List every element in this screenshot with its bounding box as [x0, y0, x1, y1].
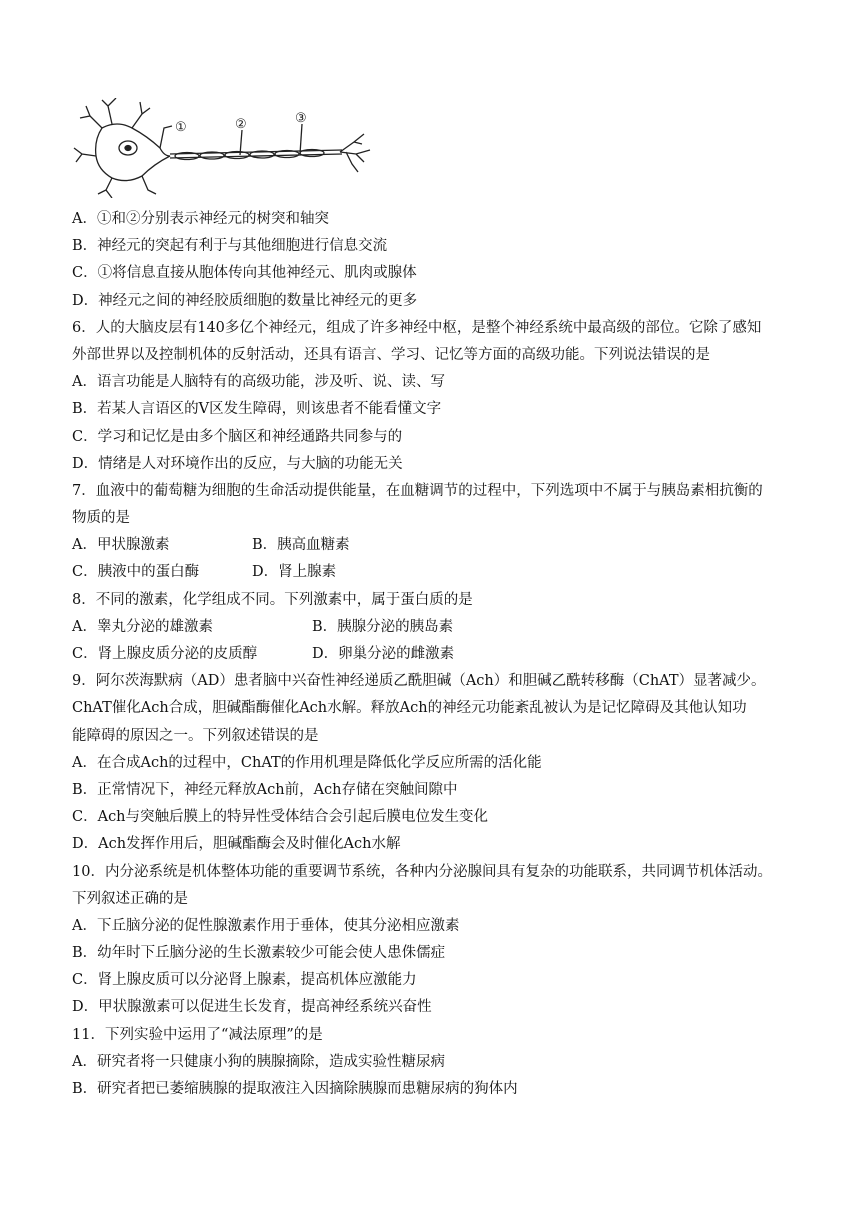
neuron-diagram [72, 98, 372, 198]
q11-stem: 11．下列实验中运用了“减法原理”的是 [72, 1026, 323, 1043]
q6-stem-1: 6．人的大脑皮层有140多亿个神经元，组成了许多神经中枢，是整个神经系统中最高级的部位。它除了感知 [72, 319, 762, 336]
q7-options-row-1 [72, 532, 802, 559]
q9-stem-3: 能障碍的原因之一。下列叙述错误的是 [72, 727, 319, 744]
q9-option-c: C．Ach与突触后膜上的特异性受体结合会引起后膜电位发生变化 [72, 809, 489, 826]
q10-stem-2: 下列叙述正确的是 [72, 890, 188, 907]
q9-option-d: D．Ach发挥作用后，胆碱酯酶会及时催化Ach水解 [72, 836, 401, 853]
q8-options-row-1 [72, 614, 802, 641]
myelin-sheath [175, 150, 324, 160]
q10-option-a: A．下丘脑分泌的促性腺激素作用于垂体，使其分泌相应激素 [72, 917, 460, 934]
q7-option-d: D．肾上腺素 [252, 564, 337, 581]
q9-option-b: B．正常情况下，神经元释放Ach前，Ach存储在突触间隙中 [72, 781, 458, 798]
q6-option-c: C．学习和记忆是由多个脑区和神经通路共同参与的 [72, 428, 403, 445]
q7-stem-2: 物质的是 [72, 510, 130, 527]
label-3: ③ [295, 111, 307, 126]
neuron-dendrites [74, 98, 156, 198]
q7-option-c: C．胰液中的蛋白酶 [72, 564, 200, 581]
q10-option-d: D．甲状腺激素可以促进生长发育，提高神经系统兴奋性 [72, 999, 432, 1016]
q7-options-row-2 [72, 559, 802, 586]
q6-option-a: A．语言功能是人脑特有的高级功能，涉及听、说、读、写 [72, 374, 445, 391]
q9-stem-2: ChAT催化Ach合成，胆碱酯酶催化Ach水解。释放Ach的神经元功能紊乱被认为是记忆障碍及其他认知功 [72, 700, 747, 717]
q9-stem-1: 9．阿尔茨海默病（AD）患者脑中兴奋性神经递质乙酰胆碱（Ach）和胆碱乙酰转移酶（ChAT）显著减少。 [72, 673, 766, 690]
q6-option-b: B．若某人言语区的V区发生障碍，则该患者不能看懂文字 [72, 401, 442, 418]
q8-options-row-2 [72, 641, 802, 668]
q10-stem-1: 10．内分泌系统是机体整体功能的重要调节系统，各种内分泌腺间具有复杂的功能联系，共同调节机体活动。 [72, 863, 772, 880]
q10-option-c: C．肾上腺皮质可以分泌肾上腺素，提高机体应激能力 [72, 972, 417, 989]
q10-option-b: B．幼年时下丘脑分泌的生长激素较少可能会使人患侏儒症 [72, 945, 446, 962]
label-2: ② [235, 117, 247, 132]
neuron-cell-body [96, 124, 170, 181]
q5-option-c: C．①将信息直接从胞体传向其他神经元、肌肉或腺体 [72, 265, 417, 282]
q5-option-b: B．神经元的突起有利于与其他细胞进行信息交流 [72, 238, 388, 255]
q7-option-a: A．甲状腺激素 [72, 537, 170, 554]
q8-option-c: C．肾上腺皮质分泌的皮质醇 [72, 646, 258, 662]
q9-option-a: A．在合成Ach的过程中，ChAT的作用机理是降低化学反应所需的活化能 [72, 754, 542, 771]
q11-option-a: A．研究者将一只健康小狗的胰腺摘除，造成实验性糖尿病 [72, 1053, 445, 1070]
question-list [72, 206, 802, 1103]
q5-option-d: D．神经元之间的神经胶质细胞的数量比神经元的更多 [72, 292, 418, 309]
q8-option-d: D．卵巢分泌的雌激素 [312, 646, 455, 662]
q7-stem-1: 7．血液中的葡萄糖为细胞的生命活动提供能量，在血糖调节的过程中，下列选项中不属于与胰岛素相抗衡的 [72, 482, 763, 499]
q7-option-b: B．胰高血糖素 [252, 537, 350, 554]
q5-option-a: A．①和②分别表示神经元的树突和轴突 [72, 211, 329, 227]
q8-option-b: B．胰腺分泌的胰岛素 [312, 618, 454, 635]
neuron-axon-terminals [340, 134, 370, 172]
label-1: ① [175, 120, 187, 135]
q6-option-d: D．情绪是人对环境作出的反应，与大脑的功能无关 [72, 455, 403, 472]
q6-stem-2: 外部世界以及控制机体的反射活动，还具有语言、学习、记忆等方面的高级功能。下列说法错误的是 [72, 346, 710, 363]
q8-option-a: A．睾丸分泌的雄激素 [72, 618, 213, 635]
q8-stem: 8．不同的激素，化学组成不同。下列激素中，属于蛋白质的是 [72, 591, 473, 608]
q11-option-b: B．研究者把已萎缩胰腺的提取液注入因摘除胰腺而患糖尿病的狗体内 [72, 1081, 518, 1097]
